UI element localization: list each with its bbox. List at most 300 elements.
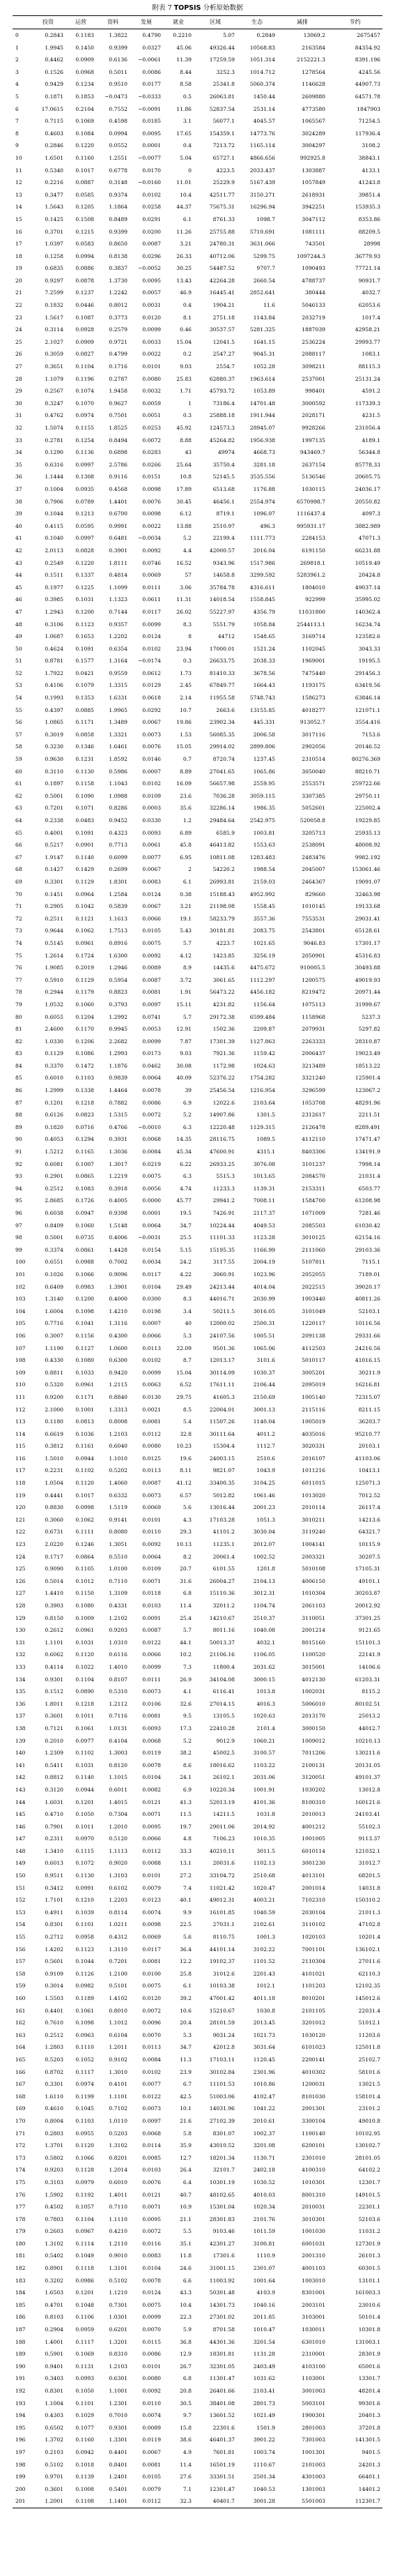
table-cell: 0.1234 xyxy=(75,81,94,88)
row-index: 165 xyxy=(15,2056,26,2063)
table-cell: 5060.374 xyxy=(249,81,275,88)
table-cell: 0.4799 xyxy=(109,351,127,358)
table-cell: 0.6778 xyxy=(109,167,127,174)
table-cell: 1001.3 xyxy=(256,1934,275,1941)
table-cell: 2902056 xyxy=(302,743,325,750)
table-cell: 0.0072 xyxy=(142,1112,161,1119)
table-row xyxy=(13,802,382,815)
table-cell: 3000592 xyxy=(302,400,325,407)
table-cell: 9982.192 xyxy=(355,854,380,861)
table-cell: 42012.8 xyxy=(212,2044,235,2051)
table-cell: 1.2 xyxy=(183,817,192,824)
table-row xyxy=(13,1036,382,1048)
table-cell: 0.0085 xyxy=(142,2154,161,2161)
table-cell: 1010304 xyxy=(302,1590,325,1597)
table-row xyxy=(13,1354,382,1367)
table-cell: 0.7301 xyxy=(109,2301,127,2308)
table-cell: 1.3051 xyxy=(109,1541,127,1548)
table-cell: 28101.05 xyxy=(355,2154,380,2161)
table-cell: 0.3059 xyxy=(45,351,63,358)
table-cell: 9.7 xyxy=(183,2412,192,2419)
table-cell: 3119240 xyxy=(302,1529,325,1536)
table-row xyxy=(13,1207,382,1220)
table-cell: 5237.3 xyxy=(362,1013,380,1020)
table-cell: 9343.96 xyxy=(212,559,235,566)
table-cell: 0.0082 xyxy=(142,1786,161,1793)
table-cell: 4101.36 xyxy=(253,1798,275,1805)
table-cell: 24003.15 xyxy=(209,1455,235,1462)
table-cell: 1.3410 xyxy=(45,1847,63,1854)
table-cell: 0.0611 xyxy=(142,596,161,603)
table-cell: 0.0266 xyxy=(142,461,161,468)
table-cell: 15.05 xyxy=(176,743,192,750)
table-row xyxy=(13,213,382,226)
row-index: 32 xyxy=(15,425,22,431)
table-cell: 44.37 xyxy=(176,204,192,211)
table-cell: 32301.05 xyxy=(209,2363,235,2370)
table-cell: 0.0112 xyxy=(142,1847,161,1854)
table-row xyxy=(13,2299,382,2312)
table-cell: 2102.61 xyxy=(253,1921,275,1928)
table-cell: 10301.19 xyxy=(209,2179,235,2185)
table-cell: 0.4441 xyxy=(45,1492,63,1499)
table-cell: 5.5 xyxy=(183,2228,192,2235)
table-cell: 17301.39 xyxy=(209,1038,235,1045)
table-cell: 0.3301 xyxy=(45,2081,63,2088)
table-row xyxy=(13,1980,382,1992)
table-cell: 1017.4 xyxy=(362,314,380,321)
table-cell: 0.1832 xyxy=(45,302,63,309)
table-cell: 12220.48 xyxy=(209,1123,235,1130)
table-cell: 14106.6 xyxy=(358,1663,380,1670)
table-row xyxy=(13,790,382,803)
table-cell: 0.9644 xyxy=(45,927,63,934)
table-cell: 141301.5 xyxy=(355,2437,380,2444)
table-cell: 1.6461 xyxy=(109,743,127,750)
table-row xyxy=(13,606,382,619)
table-cell: 41243.8 xyxy=(358,179,380,186)
table-cell: 0.0716 xyxy=(75,1123,94,1130)
table-cell: 1.3102 xyxy=(45,2240,63,2247)
table-cell: 0.8916 xyxy=(109,939,127,946)
row-index: 20 xyxy=(15,277,22,284)
table-cell: 0.5320 xyxy=(45,1381,63,1388)
table-cell: 10.2 xyxy=(180,1651,192,1658)
row-index: 65 xyxy=(15,829,22,836)
table-row xyxy=(13,152,382,165)
table-cell: 2001014 xyxy=(302,1884,325,1891)
table-cell: 5.9 xyxy=(183,2326,192,2333)
table-cell: 1.3110 xyxy=(109,1946,127,1953)
table-cell: 2110304 xyxy=(302,1958,325,1965)
table-cell: 5710.691 xyxy=(249,228,275,235)
table-cell: 2095019 xyxy=(302,1381,325,1388)
table-cell: 21011.3 xyxy=(358,1909,380,1916)
row-index: 94 xyxy=(15,1185,22,1192)
table-cell: 20424.8 xyxy=(358,572,380,579)
table-cell: 0.0084 xyxy=(142,1149,161,1156)
table-cell: 1146628 xyxy=(302,81,325,88)
table-cell: 17103.11 xyxy=(209,2056,235,2063)
table-cell: 0.3370 xyxy=(45,1062,63,1069)
table-cell: 1040.59 xyxy=(253,1909,275,1916)
table-cell: 1.73 xyxy=(180,669,192,676)
table-cell: 56085.35 xyxy=(209,731,235,738)
table-cell: 0.0115 xyxy=(142,2338,161,2345)
table-cell: 0.1577 xyxy=(75,658,94,665)
table-cell: 11.5 xyxy=(180,1811,192,1818)
table-cell: 2201.43 xyxy=(253,1970,275,1977)
table-cell: 20031.6 xyxy=(212,1860,235,1867)
table-cell: 1.1043 xyxy=(109,780,127,787)
table-cell: 88210.71 xyxy=(355,768,380,775)
table-cell: 3015001 xyxy=(302,1663,325,1670)
table-cell: 10.6 xyxy=(180,2007,192,2014)
table-cell: 5.43 xyxy=(180,927,192,934)
table-cell: 0.1031 xyxy=(75,596,94,603)
table-cell: 1.4428 xyxy=(109,1246,127,1253)
table-cell: 5.7 xyxy=(183,939,192,946)
row-index: 168 xyxy=(15,2093,26,2100)
table-cell: 1.6110 xyxy=(45,2093,63,2100)
table-cell: 18016.62 xyxy=(209,1761,235,1768)
table-cell: 0.4323 xyxy=(109,829,127,836)
table-cell: 3100.81 xyxy=(253,2240,275,2247)
table-cell: 1001301 xyxy=(302,2448,325,2455)
table-cell: 2103.64 xyxy=(253,1099,275,1106)
table-cell: 20971.44 xyxy=(355,989,380,996)
table-cell: 4189.1 xyxy=(362,437,380,444)
table-cell: 1.0687 xyxy=(45,633,63,640)
table-cell: 0.1060 xyxy=(75,1222,94,1229)
table-cell: 26.4 xyxy=(180,2167,192,2174)
table-cell: 0.9374 xyxy=(109,191,127,198)
table-cell: 0.1011 xyxy=(75,1713,94,1720)
table-cell: 0.8114 xyxy=(109,1909,127,1916)
table-cell: 1586273 xyxy=(302,695,325,702)
table-cell: 0.0253 xyxy=(142,425,161,431)
table-cell: 42000.57 xyxy=(209,547,235,554)
table-cell: 0.8812 xyxy=(45,1774,63,1781)
table-cell: 24.1 xyxy=(180,1774,192,1781)
row-index: 112 xyxy=(15,1406,26,1413)
table-cell: 1.3017 xyxy=(109,1160,127,1167)
table-cell: 0.5102 xyxy=(109,2277,127,2284)
table-cell: 84354.92 xyxy=(355,44,380,51)
table-cell: 30203.87 xyxy=(355,1590,380,1597)
table-cell: 1.1101 xyxy=(45,1639,63,1646)
table-cell: 0.2603 xyxy=(45,2228,63,2235)
topsis-data-table xyxy=(13,15,382,2508)
table-cell: 8011.16 xyxy=(212,1627,235,1634)
table-cell: 22199.4 xyxy=(212,535,235,542)
row-index: 162 xyxy=(15,2020,26,2026)
table-cell: 17000.01 xyxy=(209,645,235,652)
table-cell: 5283961.2 xyxy=(296,572,325,579)
table-cell: 2106.44 xyxy=(253,1381,275,1388)
table-cell: 1.1190 xyxy=(45,1344,63,1351)
table-cell: 0.8823 xyxy=(109,989,127,996)
table-cell: 0.0113 xyxy=(142,1467,161,1474)
table-row xyxy=(13,2459,382,2471)
table-row xyxy=(13,1870,382,1882)
row-index: 17 xyxy=(15,241,22,248)
table-cell: 1521.24 xyxy=(253,645,275,652)
table-cell: 1.5315 xyxy=(109,1112,127,1119)
table-row xyxy=(13,2176,382,2189)
table-cell: 56657.98 xyxy=(209,780,235,787)
table-cell: 0.1180 xyxy=(45,1418,63,1425)
table-row xyxy=(13,1023,382,1036)
table-cell: 7.3 xyxy=(183,1663,192,1670)
table-cell: 0.0101 xyxy=(142,1872,161,1879)
table-cell: 3205713 xyxy=(302,829,325,836)
table-row xyxy=(13,361,382,373)
table-cell: 1.2992 xyxy=(109,1013,127,1020)
table-cell: 0.0066 xyxy=(142,1332,161,1339)
table-cell: 1003440 xyxy=(302,1296,325,1303)
table-cell: 1.2943 xyxy=(45,608,63,615)
row-index: 184 xyxy=(15,2289,26,2296)
row-index: 177 xyxy=(15,2204,26,2211)
table-header-row xyxy=(13,16,382,29)
table-cell: 3059.115 xyxy=(249,792,275,799)
table-cell: 17.65 xyxy=(176,130,192,137)
table-row xyxy=(13,986,382,999)
row-index: 175 xyxy=(15,2179,26,2185)
table-cell: 0.7201 xyxy=(45,805,63,812)
table-row xyxy=(13,189,382,202)
table-row xyxy=(13,962,382,974)
row-index: 41 xyxy=(15,535,22,542)
table-cell: 0.1080 xyxy=(75,1603,94,1609)
table-cell: 0.1072 xyxy=(75,1860,94,1867)
table-cell: −0.0052 xyxy=(138,265,161,272)
table-cell: 1071009 xyxy=(302,1210,325,1216)
row-index: 163 xyxy=(15,2031,26,2038)
table-cell: 0.0033 xyxy=(142,338,161,345)
table-cell: 0.4005 xyxy=(109,1197,127,1204)
table-cell: 1.0865 xyxy=(45,719,63,726)
table-cell: 995931.17 xyxy=(296,522,325,529)
table-cell: 0.0104 xyxy=(142,1774,161,1781)
table-cell: 1.3301 xyxy=(109,2437,127,2444)
table-cell: 46456.1 xyxy=(212,498,235,505)
table-cell: 2010.61 xyxy=(253,2117,275,2124)
table-cell: 0.1189 xyxy=(75,1995,94,2001)
table-cell: 5.2 xyxy=(183,535,192,542)
table-cell: 9031.24 xyxy=(212,2031,235,2038)
table-cell: 0.5202 xyxy=(109,1467,127,1474)
table-cell: 3047112 xyxy=(302,215,325,222)
table-row xyxy=(13,1685,382,1698)
table-cell: 5299.75 xyxy=(253,252,275,259)
table-cell: 1.6031 xyxy=(45,1798,63,1805)
table-row xyxy=(13,1735,382,1748)
table-cell: 2038.33 xyxy=(253,658,275,665)
column-header: 运营 xyxy=(65,16,96,29)
table-cell: 10.1 xyxy=(180,2105,192,2112)
table-cell: 0.0081 xyxy=(142,1713,161,1720)
table-cell: 0.1130 xyxy=(75,1872,94,1879)
table-row xyxy=(13,655,382,667)
table-row xyxy=(13,569,382,582)
table-cell: 13301.7 xyxy=(358,2375,380,2382)
table-cell: 1963.614 xyxy=(249,375,275,382)
table-cell: 0.1086 xyxy=(75,1050,94,1057)
table-cell: 0.0022 xyxy=(142,351,161,358)
table-cell: 1.5212 xyxy=(45,1149,63,1156)
table-cell: 0.0125 xyxy=(142,1455,161,1462)
table-cell: 49037.14 xyxy=(355,584,380,591)
table-cell: 9113.37 xyxy=(358,1835,380,1842)
row-index: 132 xyxy=(15,1651,26,1658)
table-cell: 1.7513 xyxy=(109,927,127,934)
table-cell: 2152221.3 xyxy=(296,56,325,63)
table-cell: 0.0958 xyxy=(75,1934,94,1941)
table-cell: 1057849 xyxy=(302,179,325,186)
table-cell: 6513.68 xyxy=(212,485,235,492)
table-cell: 0.0088 xyxy=(142,1860,161,1867)
table-row xyxy=(13,1882,382,1895)
table-cell: 4100310 xyxy=(302,2167,325,2174)
table-cell: 0.0858 xyxy=(75,731,94,738)
table-cell: 0.0998 xyxy=(75,1504,94,1511)
table-cell: 8301.07 xyxy=(212,2130,235,2137)
table-cell: 1013.8 xyxy=(256,1688,275,1695)
table-cell: 1.3102 xyxy=(109,2142,127,2149)
table-cell: 0.9399 xyxy=(109,44,127,51)
table-row xyxy=(13,1722,382,1735)
table-cell: 1010301 xyxy=(302,2179,325,2185)
table-cell: 1.4015 xyxy=(109,1798,127,1805)
table-cell: 8.5 xyxy=(183,1406,192,1413)
table-cell: 2609880 xyxy=(302,93,325,100)
table-cell: 3000150 xyxy=(302,1725,325,1732)
table-cell: 0.1472 xyxy=(75,1062,94,1069)
table-cell: 9401.5 xyxy=(362,2448,380,2455)
table-cell: 7102310 xyxy=(302,1897,325,1904)
table-cell: 25.8 xyxy=(180,1970,192,1977)
table-cell: 40.7 xyxy=(180,2191,192,2198)
table-cell: 2538091 xyxy=(302,842,325,849)
table-cell: 0.1201 xyxy=(75,1798,94,1805)
table-cell: 27.6 xyxy=(180,2473,192,2480)
table-cell: 1.2115 xyxy=(109,1381,127,1388)
table-cell: 1.4410 xyxy=(45,1590,63,1597)
table-cell: 0.7102 xyxy=(109,2105,127,2112)
table-cell: 45.92 xyxy=(176,425,192,431)
table-cell: 0.1057 xyxy=(75,2204,94,2211)
table-cell: 0.8004 xyxy=(45,2117,63,2124)
table-cell: 71254.5 xyxy=(358,118,380,125)
table-cell: 0.0034 xyxy=(142,1259,161,1266)
column-header: 节约 xyxy=(327,16,382,29)
table-cell: 32286.14 xyxy=(209,805,235,812)
table-cell: 1.0532 xyxy=(45,1001,63,1008)
table-cell: 58233.79 xyxy=(209,915,235,922)
table-cell: 1001.91 xyxy=(253,1786,275,1793)
table-cell: 0.0968 xyxy=(75,68,94,75)
table-cell: 380444 xyxy=(305,289,325,296)
table-row xyxy=(13,2372,382,2385)
table-row xyxy=(13,2115,382,2128)
table-cell: 1002.37 xyxy=(253,2130,275,2137)
table-cell: 1.3730 xyxy=(109,277,127,284)
table-cell: 5.3 xyxy=(183,2031,192,2038)
table-cell: 0.8494 xyxy=(109,437,127,444)
table-cell: 1.4001 xyxy=(45,2338,63,2345)
table-cell: 63419.56 xyxy=(355,682,380,689)
table-cell: 0.1450 xyxy=(75,44,94,51)
table-cell: 0.1022 xyxy=(75,1663,94,1670)
table-cell: 10.13 xyxy=(176,1541,192,1548)
table-cell: 2554.974 xyxy=(249,498,275,505)
table-cell: 4018277 xyxy=(302,706,325,713)
table-cell: 27.2 xyxy=(180,1872,192,1879)
table-cell: 6101023 xyxy=(302,2044,325,2051)
row-index: 12 xyxy=(15,179,22,186)
table-cell: 0.3103 xyxy=(45,2179,63,2185)
table-cell: 0.8150 xyxy=(45,1614,63,1621)
table-cell: 125071.3 xyxy=(355,1480,380,1487)
table-row xyxy=(13,925,382,937)
table-cell: 1.1323 xyxy=(109,596,127,603)
table-cell: 28301.9 xyxy=(358,2351,380,2358)
table-cell: 0.0961 xyxy=(75,1381,94,1388)
table-row xyxy=(13,42,382,54)
row-index: 52 xyxy=(15,669,22,676)
table-cell: 64321.7 xyxy=(358,1529,380,1536)
row-index: 3 xyxy=(15,68,19,75)
row-index: 82 xyxy=(15,1038,22,1045)
table-cell: 7921.36 xyxy=(212,1050,235,1057)
table-cell: 0.0069 xyxy=(142,572,161,579)
table-cell: 0.0991 xyxy=(75,1884,94,1891)
table-cell: 0.0076 xyxy=(142,2179,161,2185)
table-cell: 52103.1 xyxy=(358,1308,380,1314)
table-cell: 0.0886 xyxy=(75,265,94,272)
table-cell: 0.0122 xyxy=(142,1639,161,1646)
table-cell: 4231.82 xyxy=(212,1001,235,1008)
table-cell: 9.9 xyxy=(183,1909,192,1916)
table-cell: 0.0200 xyxy=(142,228,161,235)
table-cell: 0.4766 xyxy=(109,1123,127,1130)
table-cell: 14031.96 xyxy=(209,2105,235,2112)
table-cell: 0.0955 xyxy=(75,2130,94,2137)
table-cell: 0.1060 xyxy=(75,1001,94,1008)
table-cell: 0.4300 xyxy=(109,1332,127,1339)
table-cell: 38401.08 xyxy=(209,2400,235,2407)
table-cell: 28998 xyxy=(363,241,380,248)
table-cell: 13016.44 xyxy=(209,1504,235,1511)
table-cell: 0.0983 xyxy=(75,1283,94,1290)
table-cell: 0.0053 xyxy=(142,1026,161,1033)
table-cell: 2.2682 xyxy=(109,1038,127,1045)
table-row xyxy=(13,103,382,116)
table-cell: 1110.67 xyxy=(253,2461,275,2468)
table-cell: 0.1140 xyxy=(75,1774,94,1781)
table-cell: 0.0446 xyxy=(75,302,94,309)
row-index: 88 xyxy=(15,1112,22,1119)
table-cell: 0.0986 xyxy=(75,2277,94,2284)
table-cell: 17.3 xyxy=(180,1725,192,1732)
table-cell: 0.1308 xyxy=(75,473,94,480)
row-index: 30 xyxy=(15,400,22,407)
table-cell: 6301010 xyxy=(302,2338,325,2345)
table-cell: 73186.4 xyxy=(212,400,235,407)
table-cell: 0.0114 xyxy=(142,2142,161,2149)
